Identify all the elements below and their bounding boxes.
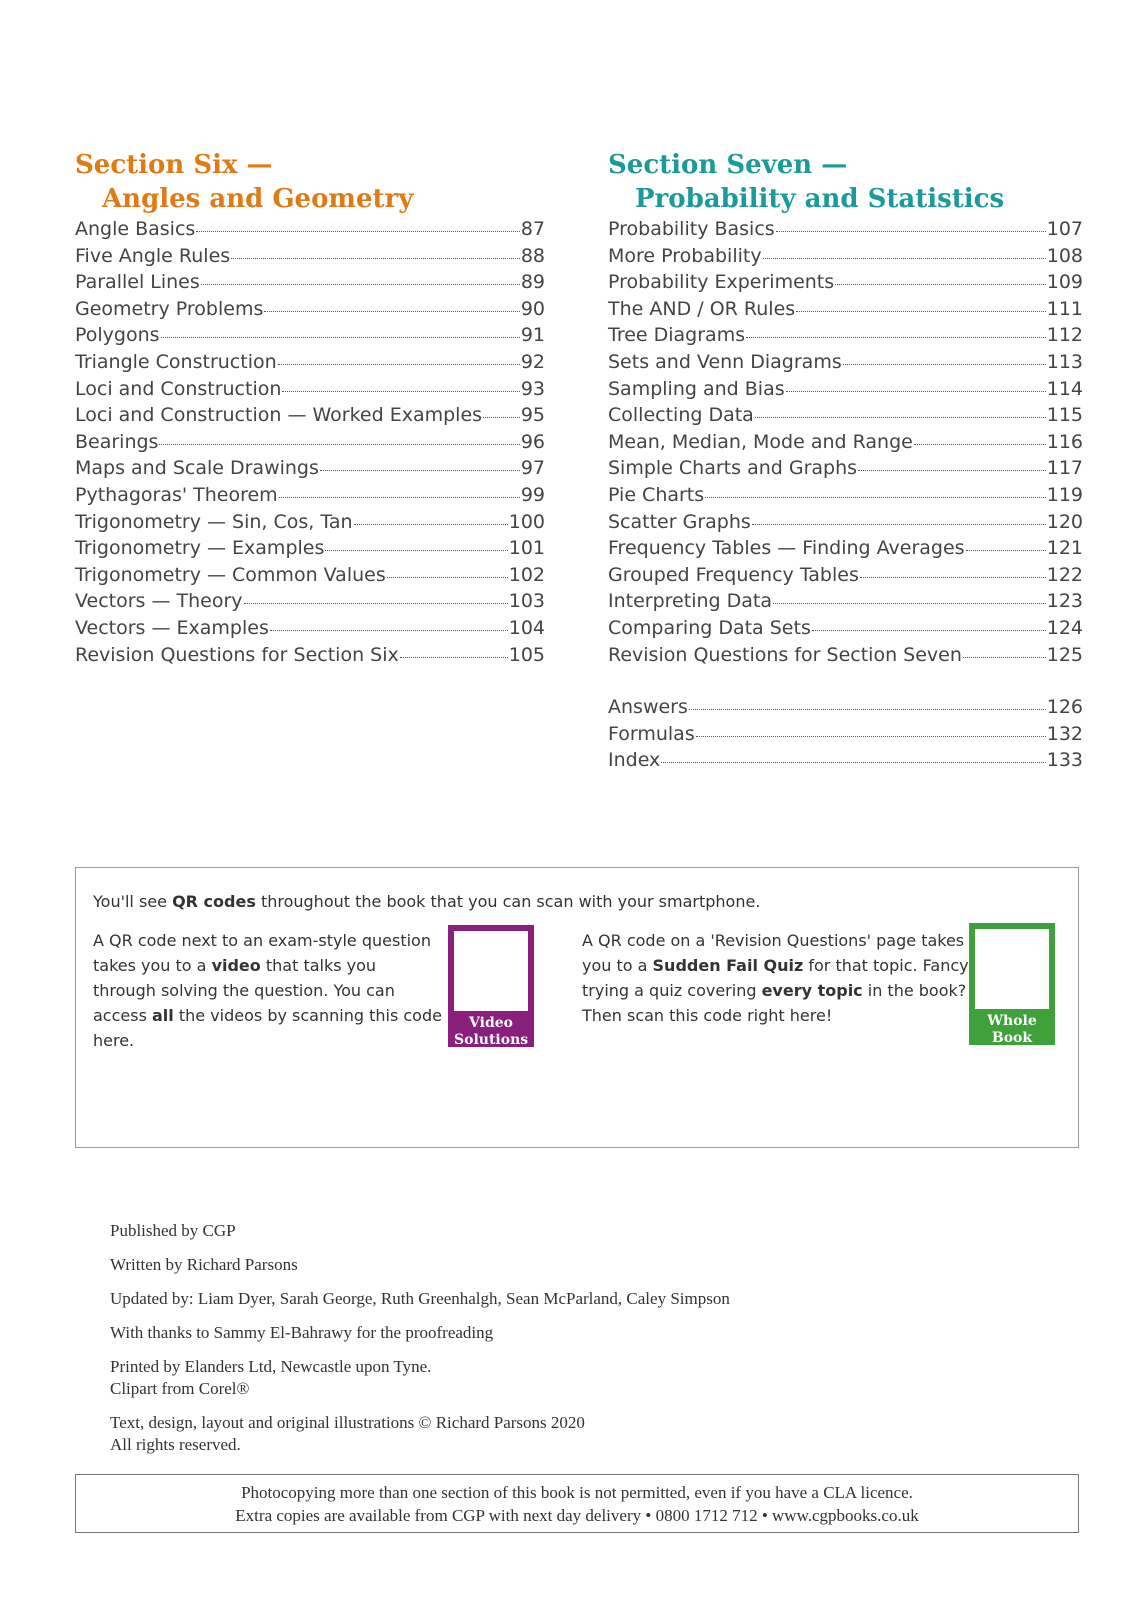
toc-entry-title: Geometry Problems <box>75 297 264 320</box>
toc-entry[interactable] <box>608 457 1083 484</box>
toc-entry[interactable] <box>608 537 1083 564</box>
toc-leader-dots <box>776 230 1046 232</box>
toc-entry-title: Trigonometry — Sin, Cos, Tan <box>75 510 353 533</box>
toc-leader-dots <box>483 416 520 418</box>
toc-entry[interactable] <box>608 404 1083 431</box>
toc-entry-page: 99 <box>520 483 545 506</box>
toc-entry[interactable] <box>608 644 1083 671</box>
toc-leader-dots <box>786 390 1046 392</box>
toc-leader-dots <box>279 496 520 498</box>
qr-code-placeholder <box>975 929 1049 1009</box>
toc-entry-title: The AND / OR Rules <box>608 297 796 320</box>
toc-entry-page: 96 <box>520 430 545 453</box>
toc-entry-page: 122 <box>1046 563 1083 586</box>
credit-copyright <box>110 1412 730 1456</box>
footer-line2: Extra copies are available from CGP with next day delivery • 0800 1712 712 • www.cgpbooks.co.uk <box>235 1506 919 1525</box>
toc-leader-dots <box>354 523 508 525</box>
toc-entry-page: 121 <box>1046 537 1083 560</box>
whole-book-quiz-label <box>975 1009 1049 1064</box>
toc-leader-dots <box>231 257 520 259</box>
toc-entry-title: Vectors — Theory <box>75 590 243 613</box>
toc-leader-dots <box>196 230 520 232</box>
section-six-toc <box>75 218 545 670</box>
toc-entry-page: 124 <box>1046 616 1083 639</box>
toc-entry-page: 101 <box>508 537 545 560</box>
toc-leader-dots <box>159 443 519 445</box>
toc-entry-title: Trigonometry — Examples <box>75 537 325 560</box>
toc-entry-page: 100 <box>508 510 545 533</box>
toc-leader-dots <box>387 576 508 578</box>
qr-info-box <box>75 867 1079 1148</box>
toc-entry-page: 117 <box>1046 457 1083 480</box>
toc-entry-title: Revision Questions for Section Six <box>75 643 399 666</box>
video-solutions-label <box>454 1011 528 1049</box>
toc-entry[interactable] <box>608 564 1083 591</box>
toc-entry-page: 87 <box>520 218 545 240</box>
toc-entry-page: 109 <box>1046 271 1083 294</box>
toc-leader-dots <box>966 549 1046 551</box>
toc-entry-title: Answers <box>608 696 688 719</box>
video-label-line1: Video <box>469 1015 513 1031</box>
toc-entry-title: Mean, Median, Mode and Range <box>608 430 913 453</box>
toc-entry-page: 119 <box>1046 483 1083 506</box>
toc-entry[interactable] <box>75 537 545 564</box>
qr-code-placeholder <box>454 931 528 1011</box>
toc-entry-page: 105 <box>508 643 545 666</box>
toc-leader-dots <box>763 257 1046 259</box>
quiz-desc-bold: every topic <box>761 981 863 1000</box>
toc-entry-page: 91 <box>520 324 545 347</box>
toc-entry-title: More Probability <box>608 244 762 267</box>
toc-entry-page: 125 <box>1046 643 1083 666</box>
qr-intro-text-end: throughout the book that you can scan with your smartphone. <box>255 892 761 911</box>
toc-entry-page: 92 <box>520 350 545 373</box>
photocopy-footer <box>75 1474 1079 1533</box>
toc-entry-page: 111 <box>1046 297 1083 320</box>
credit-copyright-line: Text, design, layout and original illustrations © Richard Parsons 2020 <box>110 1413 585 1432</box>
toc-entry[interactable] <box>75 511 545 538</box>
toc-entry-page: 90 <box>520 297 545 320</box>
qr-intro-text: You'll see <box>93 892 173 911</box>
section-seven-column <box>608 148 1083 776</box>
toc-leader-dots <box>161 336 520 338</box>
toc-entry-page: 104 <box>508 616 545 639</box>
toc-entry[interactable] <box>608 378 1083 405</box>
toc-entry[interactable] <box>75 431 545 458</box>
video-desc-part: the videos by scanning this code here. <box>93 1006 442 1050</box>
toc-entry-title: Loci and Construction <box>75 377 282 400</box>
toc-leader-dots <box>796 310 1046 312</box>
toc-entry-page: 133 <box>1046 749 1083 772</box>
section-six-title-line2: Angles and Geometry <box>102 184 414 214</box>
toc-entry-title: Sampling and Bias <box>608 377 785 400</box>
toc-entry-title: Interpreting Data <box>608 590 772 613</box>
toc-entry-title: Vectors — Examples <box>75 616 269 639</box>
toc-entry[interactable] <box>75 457 545 484</box>
toc-leader-dots <box>963 656 1046 658</box>
toc-entry-title: Scatter Graphs <box>608 510 751 533</box>
toc-entry-title: Loci and Construction — Worked Examples <box>75 404 483 427</box>
credit-printed <box>110 1356 730 1400</box>
video-desc-bold: all <box>152 1006 174 1025</box>
toc-leader-dots <box>282 390 519 392</box>
toc-entry[interactable] <box>608 511 1083 538</box>
quiz-qr-description <box>582 928 972 1028</box>
section-six-column <box>75 148 545 670</box>
video-desc-part: A QR code next to an exam-style question takes you to a <box>93 931 431 975</box>
credit-published: Published by CGP <box>110 1221 236 1240</box>
credits <box>110 1220 730 1468</box>
toc-entry-page: 107 <box>1046 218 1083 240</box>
toc-leader-dots <box>400 656 508 658</box>
toc-entry-page: 123 <box>1046 590 1083 613</box>
toc-entry-page: 132 <box>1046 722 1083 745</box>
toc-leader-dots <box>201 283 520 285</box>
toc-entry-title: Probability Basics <box>608 218 775 240</box>
toc-leader-dots <box>914 443 1046 445</box>
toc-entry[interactable] <box>608 431 1083 458</box>
toc-entry-title: Pythagoras' Theorem <box>75 483 278 506</box>
toc-leader-dots <box>696 735 1046 737</box>
toc-entry[interactable] <box>75 404 545 431</box>
quiz-desc-part: in the book? Then scan this code right here! <box>582 981 967 1025</box>
quiz-label-line1: Whole <box>987 1013 1037 1029</box>
toc-entry-page: 113 <box>1046 350 1083 373</box>
toc-leader-dots <box>755 416 1046 418</box>
toc-entry-page: 89 <box>520 271 545 294</box>
video-desc-bold: video <box>211 956 261 975</box>
toc-entry[interactable] <box>75 590 545 617</box>
section-seven-toc <box>608 218 1083 670</box>
toc-entry[interactable] <box>75 324 545 351</box>
toc-leader-dots <box>752 523 1046 525</box>
toc-leader-dots <box>773 602 1046 604</box>
toc-entry[interactable] <box>75 245 545 272</box>
toc-entry-title: Sets and Venn Diagrams <box>608 350 842 373</box>
back-matter-toc <box>608 696 1083 776</box>
toc-entry[interactable] <box>608 484 1083 511</box>
toc-entry-title: Collecting Data <box>608 404 754 427</box>
toc-entry[interactable] <box>608 723 1083 750</box>
toc-entry-page: 102 <box>508 563 545 586</box>
quiz-label-line2: Book Quiz <box>991 1030 1033 1063</box>
toc-entry-title: Parallel Lines <box>75 271 200 294</box>
toc-entry-title: Five Angle Rules <box>75 244 231 267</box>
toc-entry-page: 112 <box>1046 324 1083 347</box>
video-solutions-qr-code[interactable] <box>448 925 534 1047</box>
toc-leader-dots <box>835 283 1046 285</box>
toc-leader-dots <box>244 602 508 604</box>
toc-entry-title: Maps and Scale Drawings <box>75 457 319 480</box>
toc-entry[interactable] <box>608 298 1083 325</box>
toc-entry-page: 95 <box>520 404 545 427</box>
credit-written: Written by Richard Parsons <box>110 1255 298 1274</box>
credit-rights-line: All rights reserved. <box>110 1435 241 1454</box>
toc-entry-page: 103 <box>508 590 545 613</box>
toc-entry-title: Pie Charts <box>608 483 705 506</box>
toc-entry[interactable] <box>608 351 1083 378</box>
section-seven-title-line1: Section Seven — <box>608 150 848 180</box>
toc-entry[interactable] <box>75 298 545 325</box>
whole-book-quiz-qr-code[interactable] <box>969 923 1055 1063</box>
toc-entry[interactable] <box>75 378 545 405</box>
toc-leader-dots <box>705 496 1046 498</box>
toc-entry[interactable] <box>75 617 545 644</box>
toc-entry-page: 115 <box>1046 404 1083 427</box>
toc-leader-dots <box>320 469 520 471</box>
qr-intro-bold: QR codes <box>172 892 256 911</box>
toc-leader-dots <box>812 629 1046 631</box>
toc-entry[interactable] <box>608 617 1083 644</box>
toc-entry-title: Trigonometry — Common Values <box>75 563 386 586</box>
toc-entry-title: Bearings <box>75 430 159 453</box>
credit-printed-line: Printed by Elanders Ltd, Newcastle upon Tyne. <box>110 1357 432 1376</box>
quiz-desc-bold: Sudden Fail Quiz <box>652 956 804 975</box>
toc-entry-title: Triangle Construction <box>75 350 277 373</box>
toc-leader-dots <box>689 708 1046 710</box>
section-six-title <box>75 148 545 216</box>
video-label-line2: Solutions <box>454 1032 529 1048</box>
toc-entry[interactable] <box>608 271 1083 298</box>
credit-thanks: With thanks to Sammy El-Bahrawy for the proofreading <box>110 1323 494 1342</box>
toc-entry[interactable] <box>75 564 545 591</box>
toc-entry-title: Index <box>608 749 661 772</box>
toc-entry[interactable] <box>608 218 1083 245</box>
toc-leader-dots <box>325 549 507 551</box>
toc-entry-page: 114 <box>1046 377 1083 400</box>
toc-entry-title: Comparing Data Sets <box>608 616 811 639</box>
toc-entry-page: 93 <box>520 377 545 400</box>
toc-entry-title: Simple Charts and Graphs <box>608 457 858 480</box>
toc-entry-title: Angle Basics <box>75 218 196 240</box>
toc-entry[interactable] <box>608 324 1083 351</box>
toc-entry[interactable] <box>608 245 1083 272</box>
quiz-desc-part: A QR code on a 'Revision Questions' page takes you to a <box>582 931 965 975</box>
toc-entry[interactable] <box>608 590 1083 617</box>
toc-leader-dots <box>661 761 1045 763</box>
toc-entry[interactable] <box>75 644 545 671</box>
toc-entry[interactable] <box>608 749 1083 776</box>
toc-entry-title: Revision Questions for Section Seven <box>608 643 962 666</box>
quiz-desc-part: for that topic. Fancy trying a quiz covering <box>582 956 969 1000</box>
toc-entry-page: 120 <box>1046 510 1083 533</box>
video-desc-part: that talks you through solving the question. You can access <box>93 956 395 1025</box>
toc-leader-dots <box>270 629 508 631</box>
video-qr-description <box>93 928 443 1053</box>
toc-leader-dots <box>858 469 1046 471</box>
credit-clipart-line: Clipart from Corel® <box>110 1379 250 1398</box>
toc-entry[interactable] <box>75 351 545 378</box>
toc-entry-page: 126 <box>1046 696 1083 719</box>
section-six-title-line1: Section Six — <box>75 150 273 180</box>
credit-updated: Updated by: Liam Dyer, Sarah George, Ruth Greenhalgh, Sean McParland, Caley Simpson <box>110 1289 730 1308</box>
toc-entry[interactable] <box>75 484 545 511</box>
toc-entry[interactable] <box>608 696 1083 723</box>
toc-leader-dots <box>843 363 1046 365</box>
toc-entry-page: 88 <box>520 244 545 267</box>
toc-leader-dots <box>264 310 519 312</box>
toc-entry-page: 116 <box>1046 430 1083 453</box>
footer-line1: Photocopying more than one section of this book is not permitted, even if you have a CLA licence. <box>241 1483 913 1502</box>
toc-entry-title: Probability Experiments <box>608 271 835 294</box>
toc-entry-title: Formulas <box>608 722 695 745</box>
toc-leader-dots <box>746 336 1046 338</box>
toc-entry-page: 97 <box>520 457 545 480</box>
toc-entry-page: 108 <box>1046 244 1083 267</box>
toc-leader-dots <box>278 363 520 365</box>
toc-entry-title: Grouped Frequency Tables <box>608 563 859 586</box>
toc-entry-title: Polygons <box>75 324 160 347</box>
toc-leader-dots <box>860 576 1046 578</box>
toc-entry[interactable] <box>75 271 545 298</box>
toc-entry-title: Frequency Tables — Finding Averages <box>608 537 965 560</box>
toc-entry[interactable] <box>75 218 545 245</box>
section-seven-title-line2: Probability and Statistics <box>635 184 1005 214</box>
toc-entry-title: Tree Diagrams <box>608 324 746 347</box>
section-seven-title <box>608 148 1083 216</box>
qr-intro <box>93 892 760 911</box>
